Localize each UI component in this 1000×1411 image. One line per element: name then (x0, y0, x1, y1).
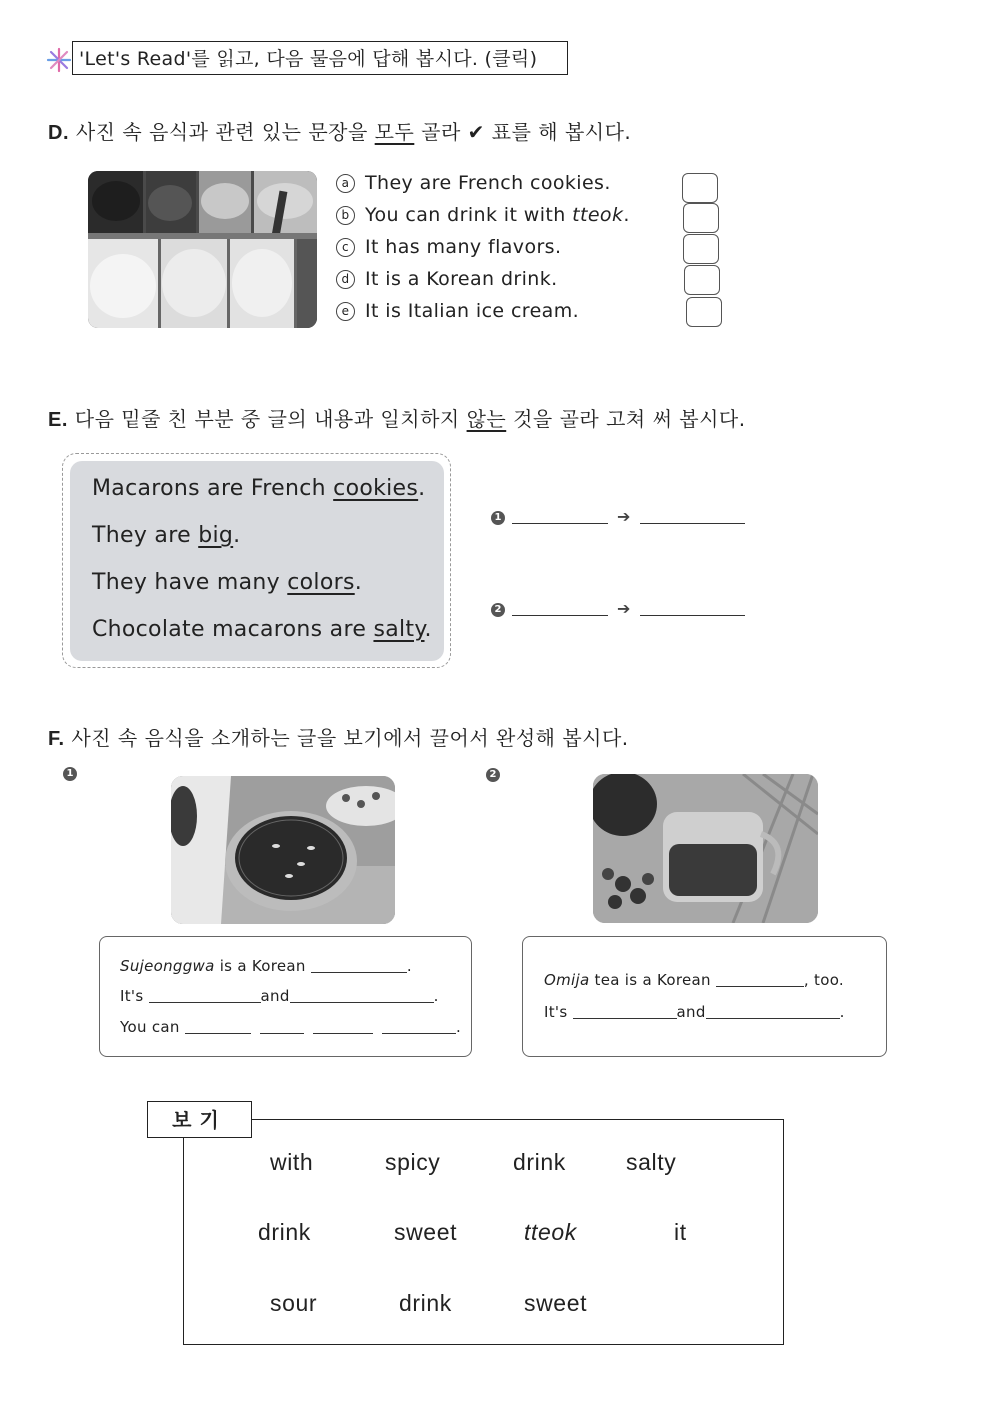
sentence-line (120, 987, 439, 1005)
checkbox-a[interactable] (682, 173, 718, 203)
sentence-end: , too. (803, 971, 844, 989)
passage-text: Macarons are French (92, 476, 334, 501)
section-e-title (48, 403, 746, 432)
sentence-end: . (406, 957, 412, 975)
arrow-icon: ➔ (617, 599, 631, 618)
option-marker: e (336, 302, 355, 321)
answer-blank-wrong-2[interactable] (512, 615, 608, 616)
option-text: It is a Korean drink. (365, 268, 558, 290)
section-d-title-end: 표를 해 봅시다. (491, 120, 632, 144)
sujeonggwa-photo (171, 776, 395, 924)
draggable-word[interactable]: salty (626, 1149, 677, 1175)
section-d-title (48, 116, 631, 145)
section-d-underlined: 모두 (374, 120, 415, 144)
passage-text-end: . (424, 617, 432, 642)
underlined-word: colors (287, 570, 355, 595)
drop-blank[interactable] (149, 988, 261, 1003)
drop-blank[interactable] (185, 1019, 251, 1034)
passage-line (92, 523, 240, 548)
drop-blank[interactable] (716, 972, 804, 987)
draggable-word[interactable]: it (674, 1219, 687, 1245)
option-marker: a (336, 174, 355, 193)
drop-blank[interactable] (706, 1004, 840, 1019)
option-text: It is Italian ice cream. (365, 300, 580, 322)
sentence-and: and (260, 987, 290, 1005)
section-d-title-text: 사진 속 음식과 관련 있는 문장을 (75, 120, 368, 144)
drop-blank[interactable] (382, 1019, 456, 1034)
word-bank-title: 보기 (147, 1101, 252, 1138)
option-text: It has many flavors. (365, 236, 562, 258)
sentence-end: . (455, 1018, 462, 1036)
checkmark-icon: ✔ (467, 120, 485, 144)
passage-line (92, 476, 425, 501)
item-number-1: 1 (63, 767, 77, 781)
answer-blank-wrong-1[interactable] (512, 523, 608, 524)
checkbox-b[interactable] (683, 203, 719, 233)
passage-text: They are (92, 523, 199, 548)
draggable-word[interactable]: sweet (394, 1219, 458, 1245)
section-e-underlined: 않는 (466, 407, 507, 431)
sentence-line (544, 1003, 845, 1021)
passage-text: They have many (92, 570, 288, 595)
option-a (336, 172, 611, 194)
draggable-word[interactable]: spicy (385, 1149, 441, 1175)
section-d-title-middle: 골라 (421, 120, 461, 144)
drop-blank[interactable] (260, 1019, 304, 1034)
option-text-end: . (623, 204, 630, 226)
item-number-2: 2 (486, 768, 500, 782)
checkbox-d[interactable] (684, 265, 720, 295)
sentence-text: You can (120, 1018, 185, 1036)
draggable-word[interactable]: tteok (524, 1219, 577, 1245)
option-marker: d (336, 270, 355, 289)
passage-line (92, 570, 362, 595)
underlined-word: salty (373, 617, 425, 642)
sentence-text: It's (120, 987, 149, 1005)
option-text: They are French cookies. (365, 172, 611, 194)
answer-number-1: 1 (491, 511, 505, 525)
sentence-end: . (839, 1003, 845, 1021)
arrow-icon: ➔ (617, 507, 631, 526)
draggable-word[interactable]: sweet (524, 1290, 588, 1316)
passage-text-end: . (233, 523, 241, 548)
option-b (336, 204, 630, 226)
star-icon (46, 47, 72, 73)
section-f-label: F. (48, 728, 65, 750)
passage-text: Chocolate macarons are (92, 617, 374, 642)
passage-line (92, 617, 432, 642)
omija-tea-photo (593, 774, 818, 923)
ice-cream-photo (88, 171, 317, 328)
draggable-word[interactable]: drink (399, 1290, 452, 1316)
option-text-italic: tteok (572, 204, 624, 226)
drop-blank[interactable] (573, 1004, 677, 1019)
sentence-line (120, 957, 412, 975)
underlined-word: big (198, 523, 234, 548)
option-e (336, 300, 579, 322)
sentence-and: and (676, 1003, 706, 1021)
drop-blank[interactable] (290, 988, 434, 1003)
section-d-label: D. (48, 122, 69, 144)
section-f-title (48, 722, 629, 751)
option-text: You can drink it with (365, 204, 573, 226)
passage-text-end: . (354, 570, 363, 595)
option-marker: b (336, 206, 355, 225)
draggable-word[interactable]: drink (513, 1149, 566, 1175)
draggable-word[interactable]: with (270, 1149, 314, 1175)
sentence-line (544, 971, 844, 989)
sentence-line (120, 1018, 461, 1036)
section-f-title-text: 사진 속 음식을 소개하는 글을 보기에서 끌어서 완성해 봅시다. (71, 726, 629, 750)
sentence-end: . (433, 987, 439, 1005)
instruction-header[interactable]: 'Let's Read'를 읽고, 다음 물음에 답해 봅시다. (클릭) (72, 41, 568, 75)
sentence-text: It's (544, 1003, 573, 1021)
section-e-label: E. (48, 409, 68, 431)
draggable-word[interactable]: sour (270, 1290, 318, 1316)
option-marker: c (336, 238, 355, 257)
passage-text-end: . (418, 476, 426, 501)
sentence-text: is a Korean (214, 957, 311, 975)
sentence-box-2 (522, 936, 887, 1057)
checkbox-c[interactable] (683, 234, 719, 264)
checkbox-e[interactable] (686, 297, 722, 327)
answer-blank-fix-2[interactable] (640, 615, 745, 616)
drop-blank[interactable] (311, 958, 407, 973)
option-c (336, 236, 561, 258)
underlined-word: cookies (333, 476, 419, 501)
drop-blank[interactable] (313, 1019, 373, 1034)
section-e-title-end: 것을 골라 고쳐 써 봅시다. (513, 407, 746, 431)
section-e-title-text: 다음 밑줄 친 부분 중 글의 내용과 일치하지 (74, 407, 460, 431)
answer-blank-fix-1[interactable] (640, 523, 745, 524)
option-d (336, 268, 558, 290)
sentence-text: tea is a Korean (589, 971, 716, 989)
food-name: Omija (544, 971, 590, 989)
draggable-word[interactable]: drink (258, 1219, 311, 1245)
answer-number-2: 2 (491, 603, 505, 617)
food-name: Sujeonggwa (120, 957, 215, 975)
